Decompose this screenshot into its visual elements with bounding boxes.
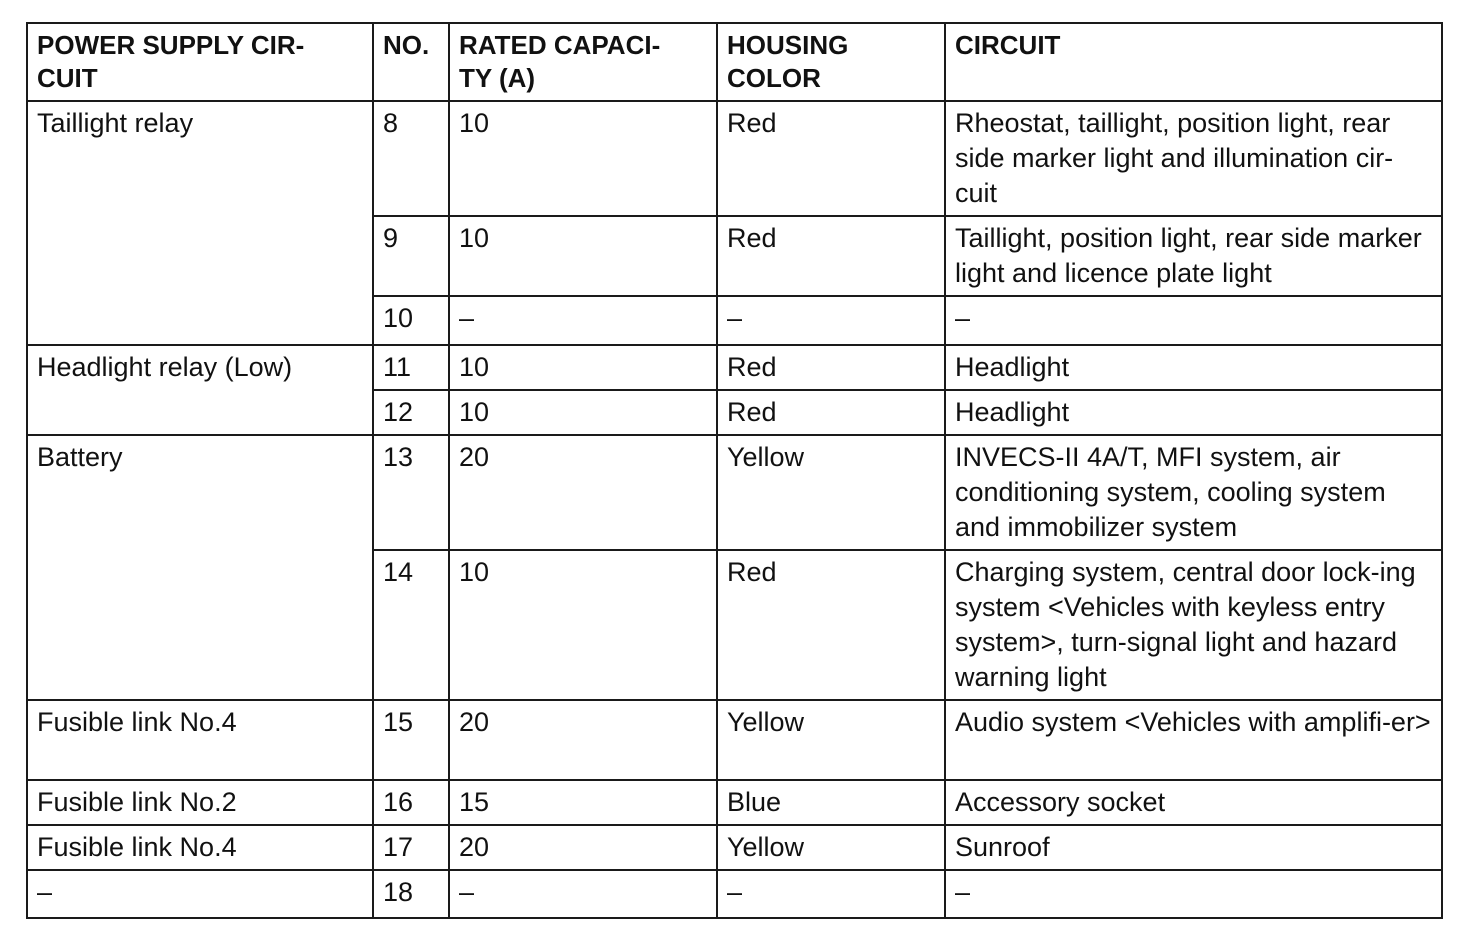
housing-color-cell: Red xyxy=(717,390,945,435)
power-supply-cell: Fusible link No.4 xyxy=(27,825,373,870)
circuit-cell: Taillight, position light, rear side marker light and licence plate light xyxy=(945,216,1442,296)
fuse-number-cell: 14 xyxy=(373,550,449,700)
fuse-number-cell: 11 xyxy=(373,345,449,390)
housing-color-cell: Yellow xyxy=(717,825,945,870)
fuse-number-cell: 8 xyxy=(373,101,449,216)
capacity-cell: 10 xyxy=(449,550,717,700)
fuse-number-cell: 16 xyxy=(373,780,449,825)
fuse-number-cell: 18 xyxy=(373,870,449,918)
header-circuit: CIRCUIT xyxy=(945,23,1442,101)
header-row xyxy=(27,23,1442,101)
circuit-cell: Rheostat, taillight, position light, rear side marker light and illumination cir-cuit xyxy=(945,101,1442,216)
capacity-cell: 10 xyxy=(449,101,717,216)
power-supply-cell: Headlight relay (Low) xyxy=(27,345,373,435)
housing-color-cell: Yellow xyxy=(717,700,945,780)
power-supply-cell: – xyxy=(27,870,373,918)
housing-color-cell: Red xyxy=(717,550,945,700)
table-row xyxy=(27,780,1442,825)
table-row xyxy=(27,101,1442,216)
fuse-number-cell: 10 xyxy=(373,296,449,345)
housing-color-cell: – xyxy=(717,870,945,918)
table-row xyxy=(27,700,1442,780)
power-supply-cell: Battery xyxy=(27,435,373,700)
fuse-number-cell: 15 xyxy=(373,700,449,780)
capacity-cell: 10 xyxy=(449,345,717,390)
table-row xyxy=(27,435,1442,550)
capacity-cell: 20 xyxy=(449,435,717,550)
circuit-cell: Headlight xyxy=(945,390,1442,435)
housing-color-cell: Red xyxy=(717,101,945,216)
capacity-cell: – xyxy=(449,870,717,918)
header-rated-capacity: RATED CAPACI- TY (A) xyxy=(449,23,717,101)
fuse-number-cell: 17 xyxy=(373,825,449,870)
header-no: NO. xyxy=(373,23,449,101)
capacity-cell: 15 xyxy=(449,780,717,825)
fuse-number-cell: 9 xyxy=(373,216,449,296)
header-power-supply-circuit: POWER SUPPLY CIR- CUIT xyxy=(27,23,373,101)
power-supply-cell: Fusible link No.2 xyxy=(27,780,373,825)
capacity-cell: 10 xyxy=(449,390,717,435)
fuse-number-cell: 12 xyxy=(373,390,449,435)
capacity-cell: 20 xyxy=(449,825,717,870)
housing-color-cell: Red xyxy=(717,216,945,296)
table-row xyxy=(27,870,1442,918)
circuit-cell: – xyxy=(945,870,1442,918)
circuit-cell: Sunroof xyxy=(945,825,1442,870)
circuit-cell: Charging system, central door lock-ing system <Vehicles with keyless entry system>, turn-signal light and hazard warning light xyxy=(945,550,1442,700)
table-row xyxy=(27,345,1442,390)
table-row xyxy=(27,825,1442,870)
header-housing-color: HOUSING COLOR xyxy=(717,23,945,101)
housing-color-cell: Blue xyxy=(717,780,945,825)
capacity-cell: 20 xyxy=(449,700,717,780)
power-supply-cell: Taillight relay xyxy=(27,101,373,345)
capacity-cell: 10 xyxy=(449,216,717,296)
fuse-table xyxy=(26,22,1443,919)
housing-color-cell: Red xyxy=(717,345,945,390)
fuse-number-cell: 13 xyxy=(373,435,449,550)
circuit-cell: – xyxy=(945,296,1442,345)
circuit-cell: Headlight xyxy=(945,345,1442,390)
capacity-cell: – xyxy=(449,296,717,345)
circuit-cell: INVECS-II 4A/T, MFI system, air conditioning system, cooling system and immobilizer system xyxy=(945,435,1442,550)
circuit-cell: Audio system <Vehicles with amplifi-er> xyxy=(945,700,1442,780)
housing-color-cell: Yellow xyxy=(717,435,945,550)
housing-color-cell: – xyxy=(717,296,945,345)
power-supply-cell: Fusible link No.4 xyxy=(27,700,373,780)
circuit-cell: Accessory socket xyxy=(945,780,1442,825)
